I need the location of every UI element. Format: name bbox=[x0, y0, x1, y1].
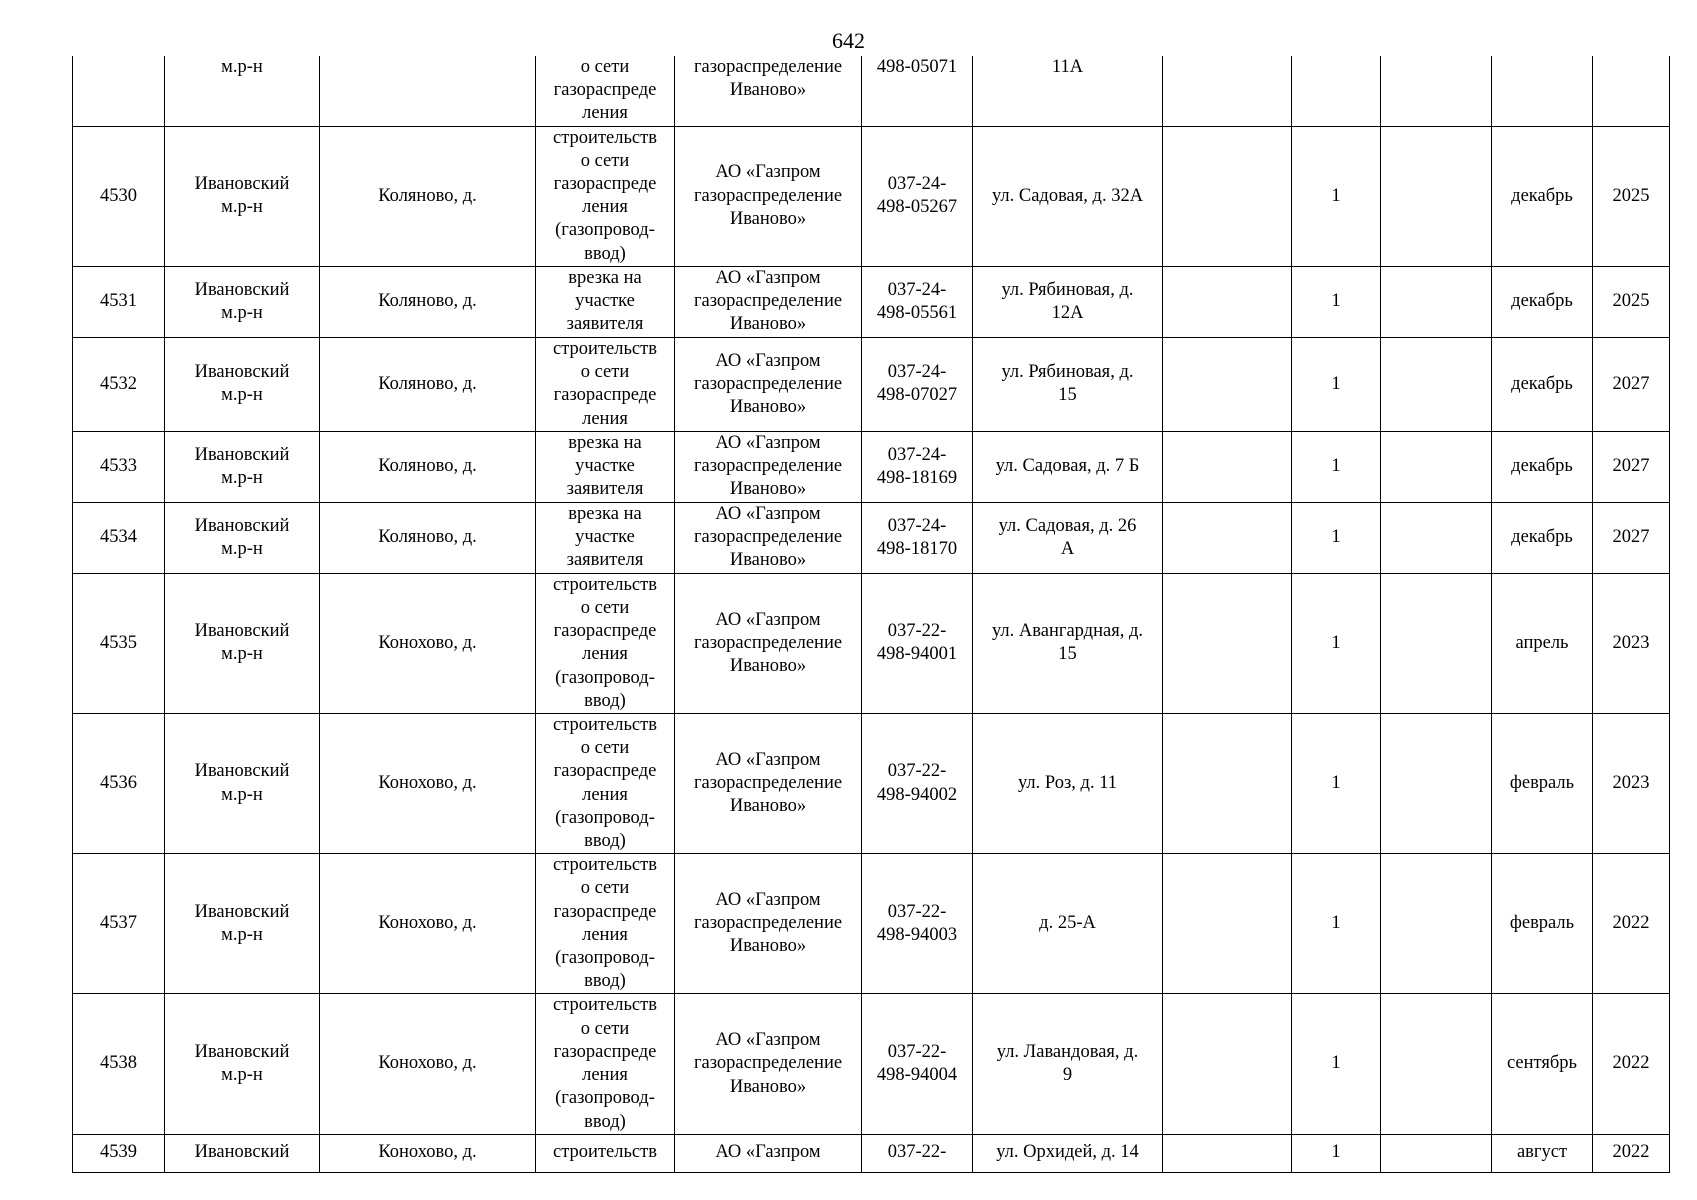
cell-organization: АО «Газпром bbox=[675, 1134, 862, 1172]
cell-address: ул. Садовая, д. 7 Б bbox=[973, 431, 1163, 502]
cell-address: 11А bbox=[973, 56, 1163, 126]
cell-code: 037-22- 498-94004 bbox=[862, 994, 973, 1134]
cell-work-type: строительств о сети газораспреде ления (газопровод- ввод) bbox=[536, 714, 675, 854]
cell-address: ул. Рябиновая, д. 12А bbox=[973, 266, 1163, 337]
cell-year: 2022 bbox=[1593, 994, 1670, 1134]
cell-count: 1 bbox=[1292, 266, 1381, 337]
cell-district: Ивановский м.р-н bbox=[165, 714, 320, 854]
cell-year: 2022 bbox=[1593, 854, 1670, 994]
cell-empty bbox=[1163, 502, 1292, 573]
cell-month bbox=[1492, 56, 1593, 126]
cell-count: 1 bbox=[1292, 126, 1381, 266]
table-row bbox=[73, 502, 1670, 573]
cell-empty bbox=[1381, 502, 1492, 573]
table-row bbox=[73, 994, 1670, 1134]
cell-number: 4535 bbox=[73, 573, 165, 713]
cell-locality: Коляново, д. bbox=[320, 431, 536, 502]
cell-count bbox=[1292, 56, 1381, 126]
cell-year: 2023 bbox=[1593, 573, 1670, 713]
cell-work-type: о сети газораспреде ления bbox=[536, 56, 675, 126]
cell-locality bbox=[320, 56, 536, 126]
cell-month: август bbox=[1492, 1134, 1593, 1172]
cell-empty bbox=[1163, 854, 1292, 994]
cell-locality: Коляново, д. bbox=[320, 126, 536, 266]
cell-address: ул. Авангардная, д. 15 bbox=[973, 573, 1163, 713]
cell-code: 037-24- 498-07027 bbox=[862, 337, 973, 431]
cell-count: 1 bbox=[1292, 337, 1381, 431]
cell-empty bbox=[1163, 714, 1292, 854]
cell-count: 1 bbox=[1292, 573, 1381, 713]
cell-empty bbox=[1163, 56, 1292, 126]
cell-organization: АО «Газпром газораспределение Иваново» bbox=[675, 573, 862, 713]
cell-number: 4530 bbox=[73, 126, 165, 266]
cell-locality: Коляново, д. bbox=[320, 502, 536, 573]
cell-empty bbox=[1381, 126, 1492, 266]
cell-year: 2027 bbox=[1593, 502, 1670, 573]
cell-number: 4531 bbox=[73, 266, 165, 337]
cell-empty bbox=[1381, 714, 1492, 854]
table-row bbox=[73, 56, 1670, 126]
table-row bbox=[73, 1134, 1670, 1172]
cell-month: декабрь bbox=[1492, 126, 1593, 266]
cell-work-type: строительств bbox=[536, 1134, 675, 1172]
cell-organization: АО «Газпром газораспределение Иваново» bbox=[675, 502, 862, 573]
cell-year: 2027 bbox=[1593, 431, 1670, 502]
cell-empty bbox=[1163, 573, 1292, 713]
cell-number: 4537 bbox=[73, 854, 165, 994]
cell-organization: АО «Газпром газораспределение Иваново» bbox=[675, 854, 862, 994]
cell-work-type: строительств о сети газораспреде ления (газопровод- ввод) bbox=[536, 126, 675, 266]
cell-work-type: врезка на участке заявителя bbox=[536, 266, 675, 337]
cell-address: ул. Орхидей, д. 14 bbox=[973, 1134, 1163, 1172]
cell-month: декабрь bbox=[1492, 502, 1593, 573]
cell-number: 4532 bbox=[73, 337, 165, 431]
cell-work-type: строительств о сети газораспреде ления (газопровод- ввод) bbox=[536, 854, 675, 994]
cell-month: декабрь bbox=[1492, 266, 1593, 337]
cell-number: 4539 bbox=[73, 1134, 165, 1172]
cell-year: 2027 bbox=[1593, 337, 1670, 431]
cell-code: 037-24- 498-05561 bbox=[862, 266, 973, 337]
cell-district: Ивановский м.р-н bbox=[165, 994, 320, 1134]
cell-number: 4536 bbox=[73, 714, 165, 854]
cell-empty bbox=[1163, 266, 1292, 337]
cell-count: 1 bbox=[1292, 431, 1381, 502]
cell-address: ул. Рябиновая, д. 15 bbox=[973, 337, 1163, 431]
cell-district: Ивановский м.р-н bbox=[165, 266, 320, 337]
cell-empty bbox=[1381, 573, 1492, 713]
cell-count: 1 bbox=[1292, 994, 1381, 1134]
cell-work-type: врезка на участке заявителя bbox=[536, 502, 675, 573]
cell-district: Ивановский м.р-н bbox=[165, 337, 320, 431]
cell-count: 1 bbox=[1292, 854, 1381, 994]
table-row bbox=[73, 714, 1670, 854]
cell-locality: Коляново, д. bbox=[320, 266, 536, 337]
cell-work-type: строительств о сети газораспреде ления (газопровод- ввод) bbox=[536, 994, 675, 1134]
table-row bbox=[73, 573, 1670, 713]
cell-empty bbox=[1381, 994, 1492, 1134]
cell-code: 037-22- bbox=[862, 1134, 973, 1172]
cell-month: февраль bbox=[1492, 714, 1593, 854]
cell-district: м.р-н bbox=[165, 56, 320, 126]
cell-code: 037-22- 498-94001 bbox=[862, 573, 973, 713]
cell-code: 037-24- 498-05267 bbox=[862, 126, 973, 266]
cell-organization: АО «Газпром газораспределение Иваново» bbox=[675, 714, 862, 854]
cell-month: декабрь bbox=[1492, 337, 1593, 431]
cell-address: ул. Садовая, д. 26 А bbox=[973, 502, 1163, 573]
cell-empty bbox=[1381, 431, 1492, 502]
cell-locality: Конохово, д. bbox=[320, 1134, 536, 1172]
cell-empty bbox=[1163, 126, 1292, 266]
cell-empty bbox=[1381, 266, 1492, 337]
cell-organization: АО «Газпром газораспределение Иваново» bbox=[675, 431, 862, 502]
table-row bbox=[73, 431, 1670, 502]
cell-empty bbox=[1381, 337, 1492, 431]
cell-code: 037-24- 498-18170 bbox=[862, 502, 973, 573]
cell-district: Ивановский м.р-н bbox=[165, 126, 320, 266]
cell-number: 4534 bbox=[73, 502, 165, 573]
cell-empty bbox=[1163, 994, 1292, 1134]
cell-code: 037-22- 498-94003 bbox=[862, 854, 973, 994]
table-row bbox=[73, 337, 1670, 431]
table-row bbox=[73, 126, 1670, 266]
cell-empty bbox=[1381, 56, 1492, 126]
cell-locality: Конохово, д. bbox=[320, 714, 536, 854]
cell-code: 498-05071 bbox=[862, 56, 973, 126]
cell-year: 2022 bbox=[1593, 1134, 1670, 1172]
table-row bbox=[73, 266, 1670, 337]
cell-count: 1 bbox=[1292, 502, 1381, 573]
cell-district: Ивановский м.р-н bbox=[165, 502, 320, 573]
cell-locality: Конохово, д. bbox=[320, 854, 536, 994]
cell-organization: газораспределение Иваново» bbox=[675, 56, 862, 126]
cell-empty bbox=[1381, 1134, 1492, 1172]
cell-month: декабрь bbox=[1492, 431, 1593, 502]
cell-locality: Конохово, д. bbox=[320, 994, 536, 1134]
cell-month: февраль bbox=[1492, 854, 1593, 994]
cell-number bbox=[73, 56, 165, 126]
cell-count: 1 bbox=[1292, 714, 1381, 854]
cell-year: 2023 bbox=[1593, 714, 1670, 854]
cell-locality: Коляново, д. bbox=[320, 337, 536, 431]
cell-year: 2025 bbox=[1593, 126, 1670, 266]
cell-month: апрель bbox=[1492, 573, 1593, 713]
cell-number: 4533 bbox=[73, 431, 165, 502]
cell-code: 037-22- 498-94002 bbox=[862, 714, 973, 854]
cell-empty bbox=[1381, 854, 1492, 994]
cell-organization: АО «Газпром газораспределение Иваново» bbox=[675, 337, 862, 431]
page-number: 642 bbox=[832, 28, 865, 53]
cell-district: Ивановский м.р-н bbox=[165, 431, 320, 502]
table-row bbox=[73, 854, 1670, 994]
cell-organization: АО «Газпром газораспределение Иваново» bbox=[675, 994, 862, 1134]
cell-year: 2025 bbox=[1593, 266, 1670, 337]
cell-work-type: строительств о сети газораспреде ления (газопровод- ввод) bbox=[536, 573, 675, 713]
cell-number: 4538 bbox=[73, 994, 165, 1134]
cell-empty bbox=[1163, 1134, 1292, 1172]
cell-organization: АО «Газпром газораспределение Иваново» bbox=[675, 266, 862, 337]
cell-empty bbox=[1163, 431, 1292, 502]
cell-work-type: строительств о сети газораспреде ления bbox=[536, 337, 675, 431]
cell-count: 1 bbox=[1292, 1134, 1381, 1172]
cell-address: ул. Садовая, д. 32А bbox=[973, 126, 1163, 266]
cell-district: Ивановский м.р-н bbox=[165, 573, 320, 713]
cell-district: Ивановский bbox=[165, 1134, 320, 1172]
gas-connection-table bbox=[72, 56, 1670, 1173]
cell-year bbox=[1593, 56, 1670, 126]
cell-address: ул. Лавандовая, д. 9 bbox=[973, 994, 1163, 1134]
cell-code: 037-24- 498-18169 bbox=[862, 431, 973, 502]
cell-month: сентябрь bbox=[1492, 994, 1593, 1134]
cell-organization: АО «Газпром газораспределение Иваново» bbox=[675, 126, 862, 266]
cell-address: д. 25-А bbox=[973, 854, 1163, 994]
cell-work-type: врезка на участке заявителя bbox=[536, 431, 675, 502]
cell-address: ул. Роз, д. 11 bbox=[973, 714, 1163, 854]
cell-locality: Конохово, д. bbox=[320, 573, 536, 713]
cell-empty bbox=[1163, 337, 1292, 431]
cell-district: Ивановский м.р-н bbox=[165, 854, 320, 994]
